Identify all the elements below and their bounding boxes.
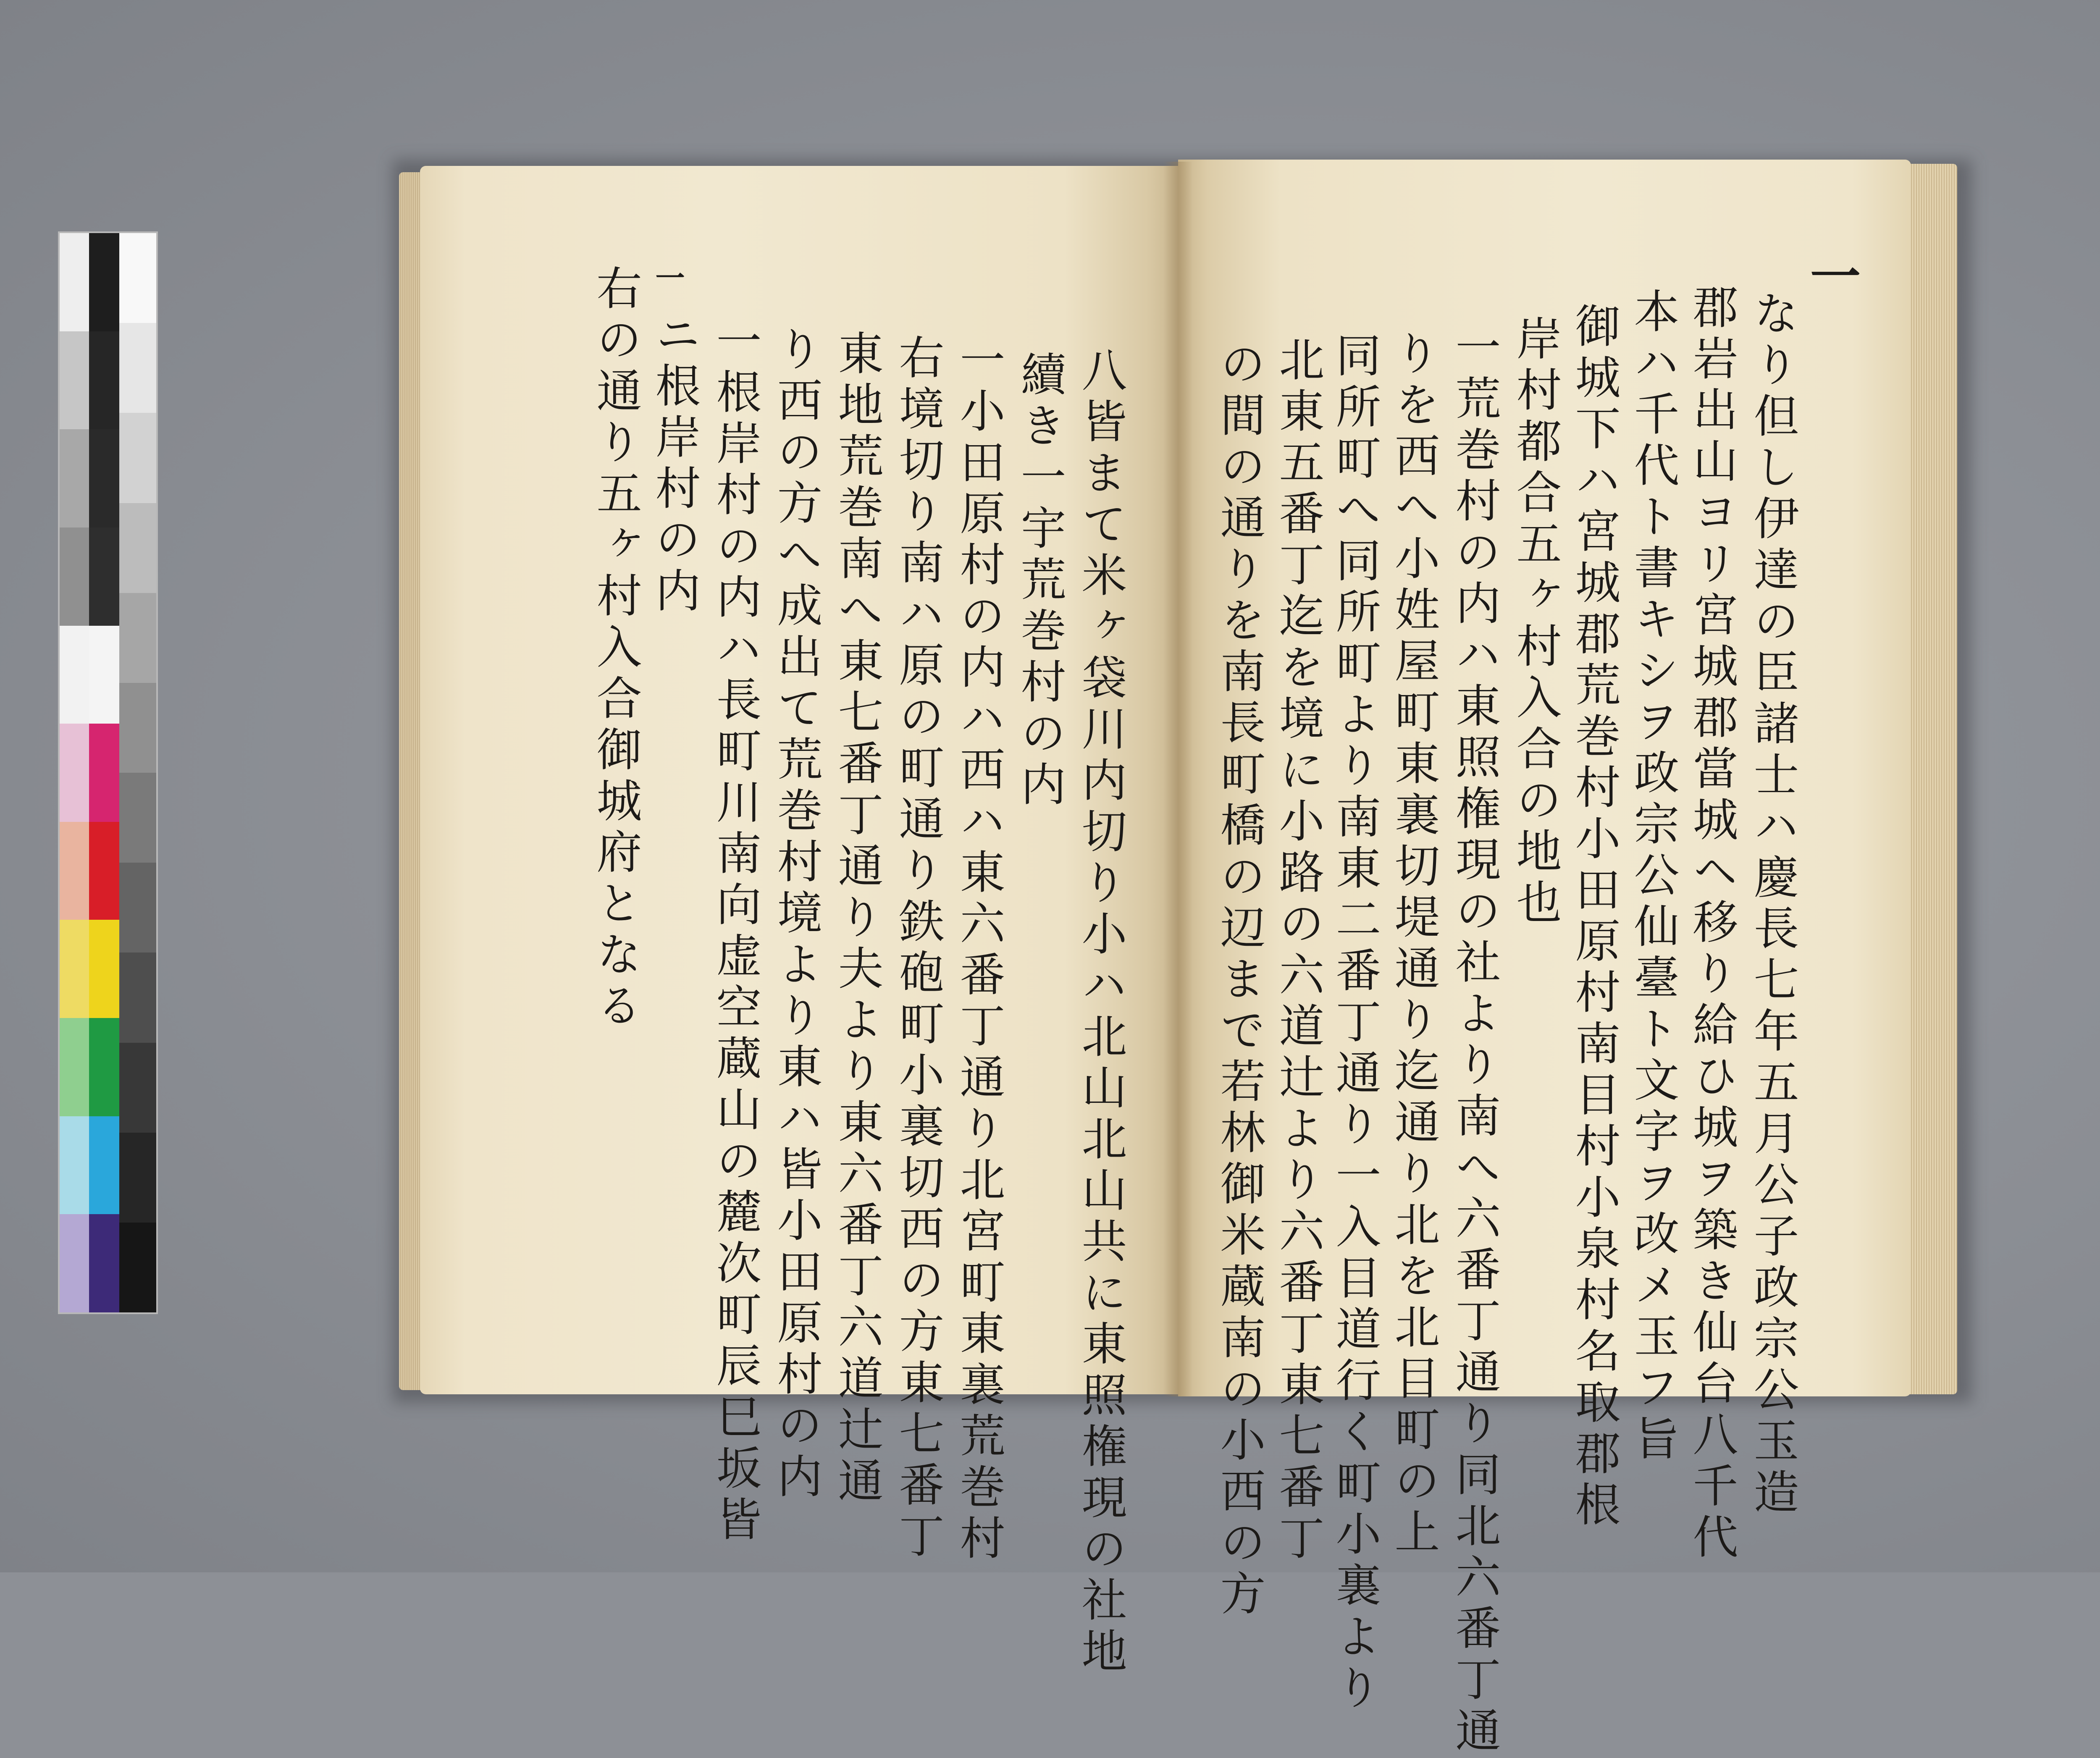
calibration-patch [60,626,89,724]
right-col-4: 御城下ハ宮城郡荒巻村小田原村南目村小泉村名取郡根 [1567,302,1620,1532]
left-col-7: ニ根岸村の内 [648,311,700,618]
right-col-9: 北東五番丁迄を境に小路の六道辻より六番丁東七番丁 [1271,336,1324,1566]
left-col-4: 東地荒巻南へ東七番丁通り夫より東六番丁六道辻通 [830,330,883,1508]
calibration-patch [89,429,119,527]
right-col-0: 一 [1802,250,1861,306]
left-col-3: 右境切り南ハ原の町通り鉄砲町小裏切西の方東七番丁 [891,334,944,1564]
calibration-patch [89,233,119,331]
calibration-patch [60,233,89,331]
calibration-patch [119,1043,156,1133]
calibration-column-b [89,233,119,1312]
left-col-5: り西の方へ成出て荒巻村境より東ハ皆小田原村の内 [769,325,822,1504]
calibration-patch [89,724,119,822]
calibration-patch [89,1214,119,1312]
calibration-patch [119,1223,156,1312]
calibration-patch [60,822,89,920]
calibration-patch [119,593,156,683]
calibration-patch [89,331,119,430]
calibration-patch [60,724,89,822]
calibration-patch [119,1133,156,1223]
right-col-7: りを西へ小姓屋町東裏切堤通り迄通り北を北目町の上 [1387,330,1439,1559]
calibration-column-c [119,233,156,1312]
left-col-0: 八皆まて米ヶ袋川内切り小ハ北山北山共に東照権現の社地 [1074,346,1126,1679]
right-page-edges [1907,164,1957,1394]
left-col-2: 一小田原村の内ハ西ハ東六番丁通り北宮町東裏荒巻村 [952,336,1005,1566]
book-gutter [1163,162,1193,1396]
left-col-6: 一根岸村の内ハ長町川南向虚空蔵山の麓次町辰巳坂皆 [709,317,761,1547]
left-col-8: 一 [651,262,685,298]
calibration-patch [89,527,119,626]
right-col-8: 同所町へ同所町より南東二番丁通り一入目道行く町小裏より [1328,332,1381,1715]
right-col-2: 郡岩出山ヨリ宮城郡當城ヘ移り給ひ城ヲ築き仙台八千代 [1685,283,1738,1564]
calibration-patch [119,863,156,952]
calibration-patch [119,323,156,413]
right-col-1: なり但し伊達の臣諸士ハ慶長七年五月公子政宗公玉造 [1746,290,1798,1519]
calibration-patch [89,1018,119,1116]
calibration-patch [60,1018,89,1116]
calibration-patch [60,1116,89,1215]
right-col-5: 岸村都合五ヶ村入合の地也 [1509,315,1561,930]
color-calibration-target [60,233,156,1312]
calibration-patch [119,413,156,503]
calibration-patch [89,1116,119,1215]
calibration-column-a [60,233,89,1312]
right-col-10: の間の通りを南長町橋の辺まで若林御米蔵南の小西の方 [1213,340,1265,1621]
calibration-patch [119,233,156,323]
calibration-patch [89,920,119,1018]
left-page [420,166,1178,1679]
calibration-patch [60,527,89,626]
left-col-1: 續き一宇荒巻村の内 [1013,351,1066,812]
calibration-patch [119,683,156,773]
calibration-patch [60,331,89,430]
calibration-patch [89,822,119,920]
calibration-patch [119,773,156,863]
right-col-6: 一荒巻村の内ハ東照権現の社より南へ六番丁通り同北六番丁通 [1448,323,1500,1758]
calibration-patch [119,952,156,1042]
calibration-patch [60,920,89,1018]
calibration-patch [60,1214,89,1312]
calibration-patch [89,626,119,724]
calibration-patch [60,429,89,527]
right-col-3: 本ハ千代ト書キシヲ政宗公仙臺ト文字ヲ改メ玉フ旨 [1626,288,1679,1466]
right-page [1178,160,1911,1758]
calibration-patch [119,503,156,593]
left-col-9: 右の通り五ヶ村入合御城府となる [589,265,641,1033]
